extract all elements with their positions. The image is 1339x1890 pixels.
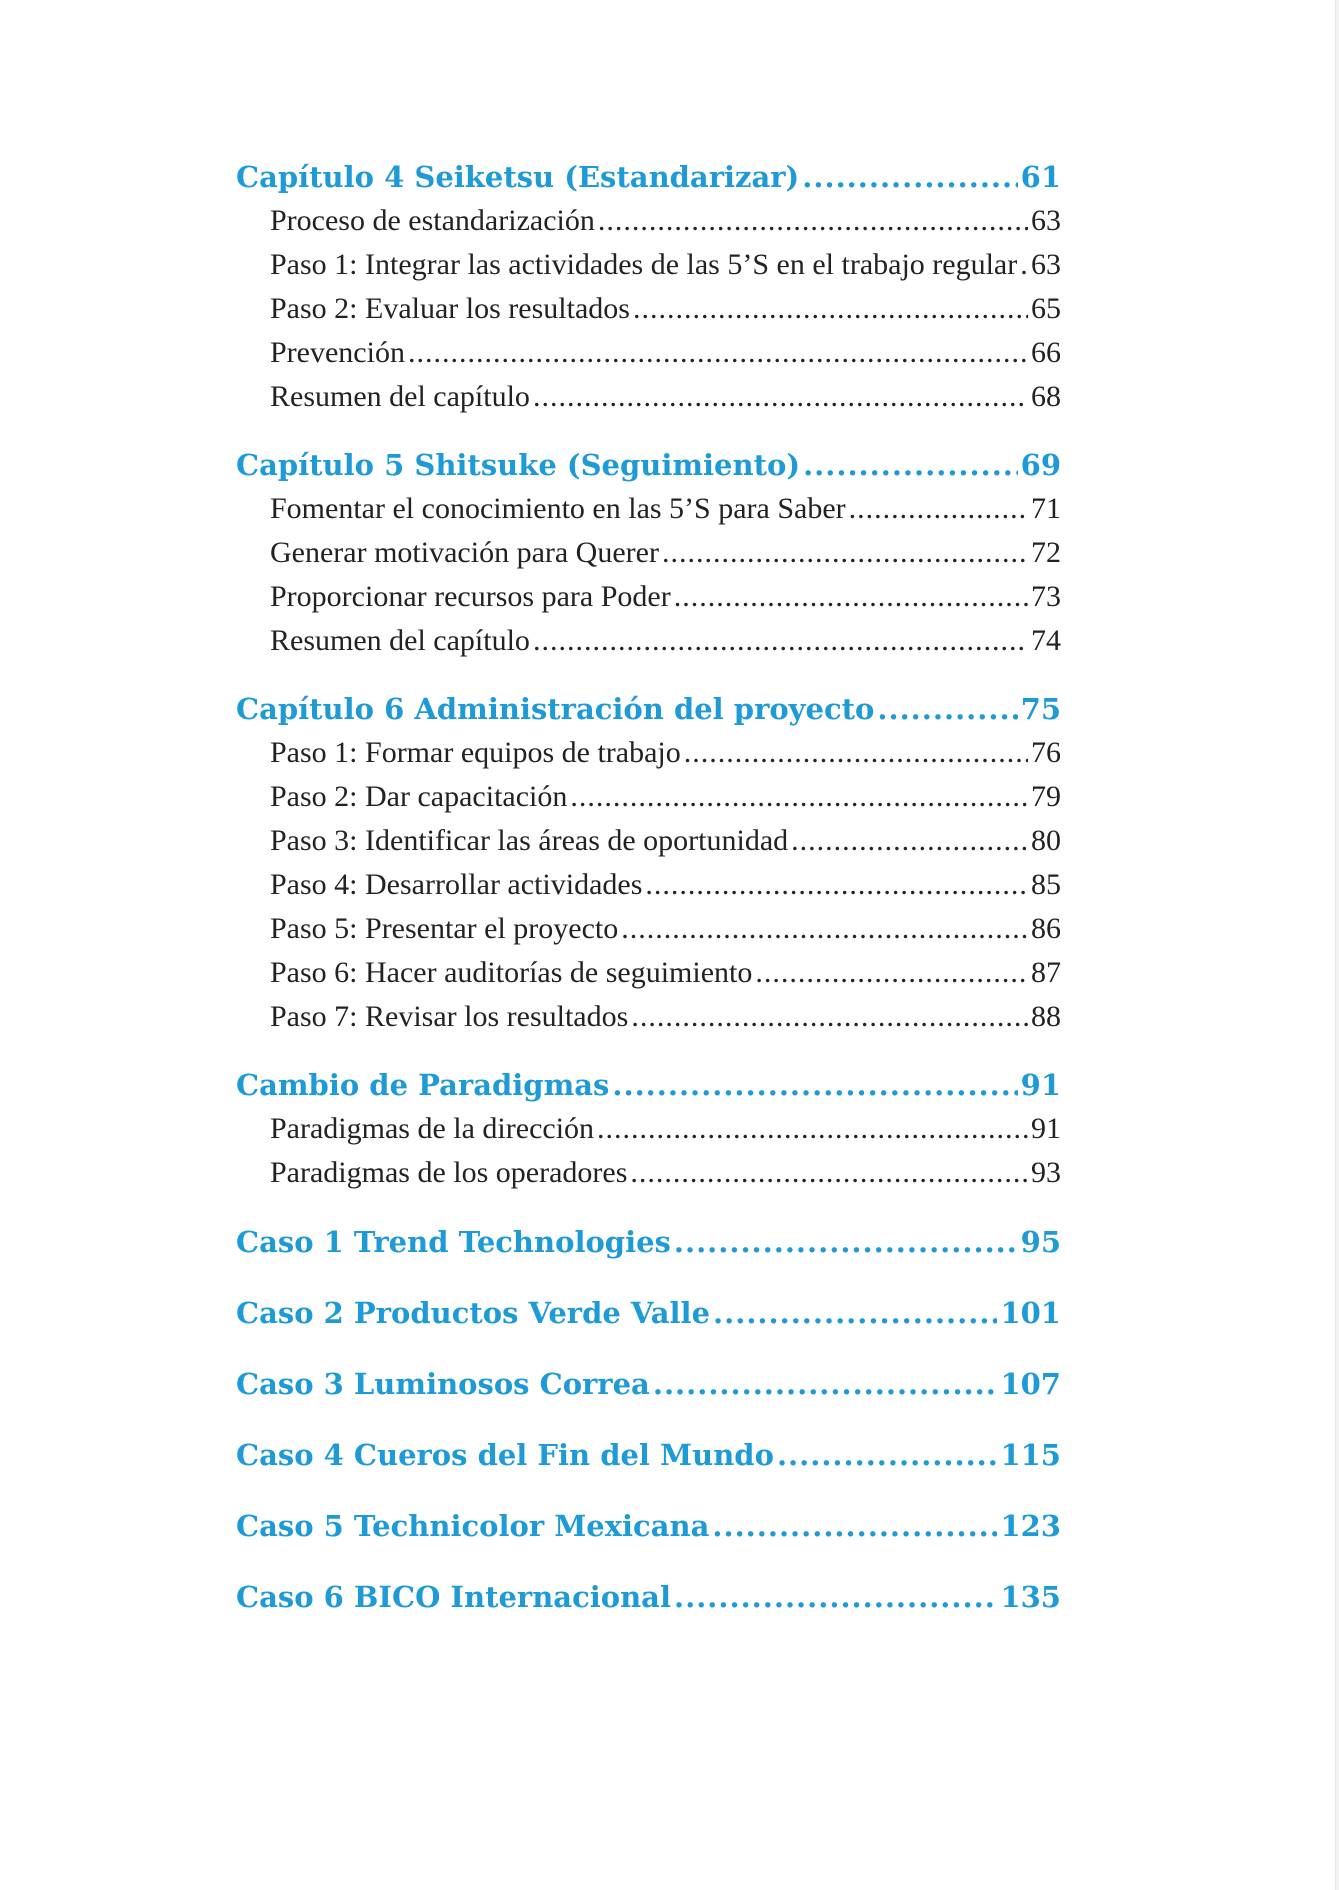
toc-entry-title: Paso 2: Evaluar los resultados (270, 292, 630, 325)
toc-entry-title: Caso 3 Luminosos Correa (236, 1367, 650, 1401)
toc-entry-page: 71 (1031, 492, 1061, 525)
dot-leader (612, 1068, 1017, 1102)
toc-entry-title: Capítulo 5 Shitsuke (Seguimiento) (236, 448, 801, 482)
dot-leader (803, 448, 1018, 482)
page-edge (1335, 0, 1339, 1890)
toc-subentry[interactable] (270, 248, 1061, 282)
toc-subentry[interactable] (270, 780, 1061, 814)
dot-leader (621, 912, 1028, 946)
dot-leader (662, 536, 1028, 570)
toc-entry-page: 72 (1031, 536, 1061, 569)
toc-entry-page: 101 (1000, 1296, 1061, 1330)
toc-entry-page: 86 (1031, 912, 1061, 945)
dot-leader (777, 1438, 998, 1472)
toc-entry-title: Paso 2: Dar capacitación (270, 780, 568, 813)
dot-leader (653, 1367, 998, 1401)
toc-entry-page: 73 (1031, 580, 1061, 613)
dot-leader (684, 736, 1028, 770)
toc-subentry[interactable] (270, 868, 1061, 902)
toc-entry-title: Paso 1: Integrar las actividades de las 5’S en el trabajo regular (270, 248, 1018, 281)
toc-entry-page: 76 (1031, 736, 1061, 769)
toc-chapter-4[interactable] (236, 160, 1061, 194)
toc-entry-title: Cambio de Paradigmas (236, 1068, 610, 1102)
toc-entry-title: Paso 4: Desarrollar actividades (270, 868, 643, 901)
toc-entry-page: 80 (1031, 824, 1061, 857)
dot-leader (712, 1509, 997, 1543)
toc-case-2[interactable] (236, 1296, 1061, 1330)
toc-case-5[interactable] (236, 1509, 1061, 1543)
toc-subentry[interactable] (270, 580, 1061, 614)
dot-leader (674, 1225, 1018, 1259)
toc-chapter-paradigmas[interactable] (236, 1068, 1061, 1102)
toc-subentry[interactable] (270, 536, 1061, 570)
toc-entry-title: Generar motivación para Querer (270, 536, 659, 569)
dot-leader (674, 580, 1028, 614)
toc-entry-title: Paso 6: Hacer auditorías de seguimiento (270, 956, 753, 989)
toc-entry-page: 91 (1031, 1112, 1061, 1145)
toc-entry-page: 87 (1031, 956, 1061, 989)
dot-leader (755, 956, 1028, 990)
toc-subentry[interactable] (270, 1000, 1061, 1034)
toc-entry-page: 85 (1031, 868, 1061, 901)
toc-subentry[interactable] (270, 956, 1061, 990)
toc-entry-page: 66 (1031, 336, 1061, 369)
toc-entry-title: Resumen del capítulo (270, 624, 530, 657)
dot-leader (877, 692, 1017, 726)
dot-leader (674, 1580, 997, 1614)
toc-entry-page: 69 (1020, 448, 1061, 482)
toc-subentry[interactable] (270, 204, 1061, 238)
dot-leader (408, 336, 1028, 370)
toc-subentry[interactable] (270, 624, 1061, 658)
dot-leader (645, 868, 1028, 902)
dot-leader (1020, 248, 1028, 282)
toc-entry-title: Paso 1: Formar equipos de trabajo (270, 736, 681, 769)
toc-entry-page: 93 (1031, 1156, 1061, 1189)
toc-entry-title: Paso 3: Identificar las áreas de oportunidad (270, 824, 789, 857)
toc-entry-page: 61 (1020, 160, 1061, 194)
dot-leader (597, 1112, 1028, 1146)
toc-entry-title: Capítulo 4 Seiketsu (Estandarizar) (236, 160, 800, 194)
toc-chapter-5[interactable] (236, 448, 1061, 482)
toc-entry-title: Paso 5: Presentar el proyecto (270, 912, 619, 945)
toc-entry-page: 91 (1020, 1068, 1061, 1102)
toc-entry-page: 63 (1031, 204, 1061, 237)
dot-leader (791, 824, 1028, 858)
toc-entry-title: Paradigmas de los operadores (270, 1156, 628, 1189)
toc-subentry[interactable] (270, 1156, 1061, 1190)
toc-case-1[interactable] (236, 1225, 1061, 1259)
dot-leader (802, 160, 1017, 194)
toc-entry-title: Caso 4 Cueros del Fin del Mundo (236, 1438, 774, 1472)
toc-entry-page: 107 (1000, 1367, 1061, 1401)
toc-entry-page: 68 (1031, 380, 1061, 413)
toc-subentry[interactable] (270, 1112, 1061, 1146)
toc-entry-title: Caso 1 Trend Technologies (236, 1225, 671, 1259)
toc-entry-title: Proporcionar recursos para Poder (270, 580, 671, 613)
toc-entry-page: 65 (1031, 292, 1061, 325)
toc-entry-page: 123 (1000, 1509, 1061, 1543)
dot-leader (533, 380, 1028, 414)
dot-leader (570, 780, 1028, 814)
toc-entry-title: Caso 5 Technicolor Mexicana (236, 1509, 710, 1543)
toc-entry-title: Fomentar el conocimiento en las 5’S para Saber (270, 492, 846, 525)
toc-subentry[interactable] (270, 912, 1061, 946)
dot-leader (533, 624, 1028, 658)
toc-entry-page: 63 (1031, 248, 1061, 281)
toc-case-4[interactable] (236, 1438, 1061, 1472)
toc-entry-page: 88 (1031, 1000, 1061, 1033)
dot-leader (631, 1000, 1028, 1034)
toc-entry-title: Caso 2 Productos Verde Valle (236, 1296, 711, 1330)
toc-entry-page: 79 (1031, 780, 1061, 813)
toc-subentry[interactable] (270, 380, 1061, 414)
toc-entry-title: Prevención (270, 336, 405, 369)
toc-entry-page: 115 (1000, 1438, 1061, 1472)
toc-case-3[interactable] (236, 1367, 1061, 1401)
toc-entry-title: Paso 7: Revisar los resultados (270, 1000, 629, 1033)
toc-subentry[interactable] (270, 492, 1061, 526)
toc-case-6[interactable] (236, 1580, 1061, 1614)
toc-entry-page: 95 (1020, 1225, 1061, 1259)
toc-subentry[interactable] (270, 824, 1061, 858)
dot-leader (598, 204, 1028, 238)
toc-entry-page: 75 (1020, 692, 1061, 726)
toc-subentry[interactable] (270, 292, 1061, 326)
toc-subentry[interactable] (270, 336, 1061, 370)
toc-entry-title: Paradigmas de la dirección (270, 1112, 595, 1145)
toc-entry-page: 74 (1031, 624, 1061, 657)
toc-entry-title: Resumen del capítulo (270, 380, 530, 413)
dot-leader (630, 1156, 1028, 1190)
dot-leader (633, 292, 1028, 326)
toc-entry-title: Capítulo 6 Administración del proyecto (236, 692, 875, 726)
toc-entry-page: 135 (1000, 1580, 1061, 1614)
toc-entry-title: Caso 6 BICO Internacional (236, 1580, 671, 1614)
dot-leader (713, 1296, 997, 1330)
toc-chapter-6[interactable] (236, 692, 1061, 726)
toc-subentry[interactable] (270, 736, 1061, 770)
dot-leader (849, 492, 1028, 526)
toc-entry-title: Proceso de estandarización (270, 204, 595, 237)
